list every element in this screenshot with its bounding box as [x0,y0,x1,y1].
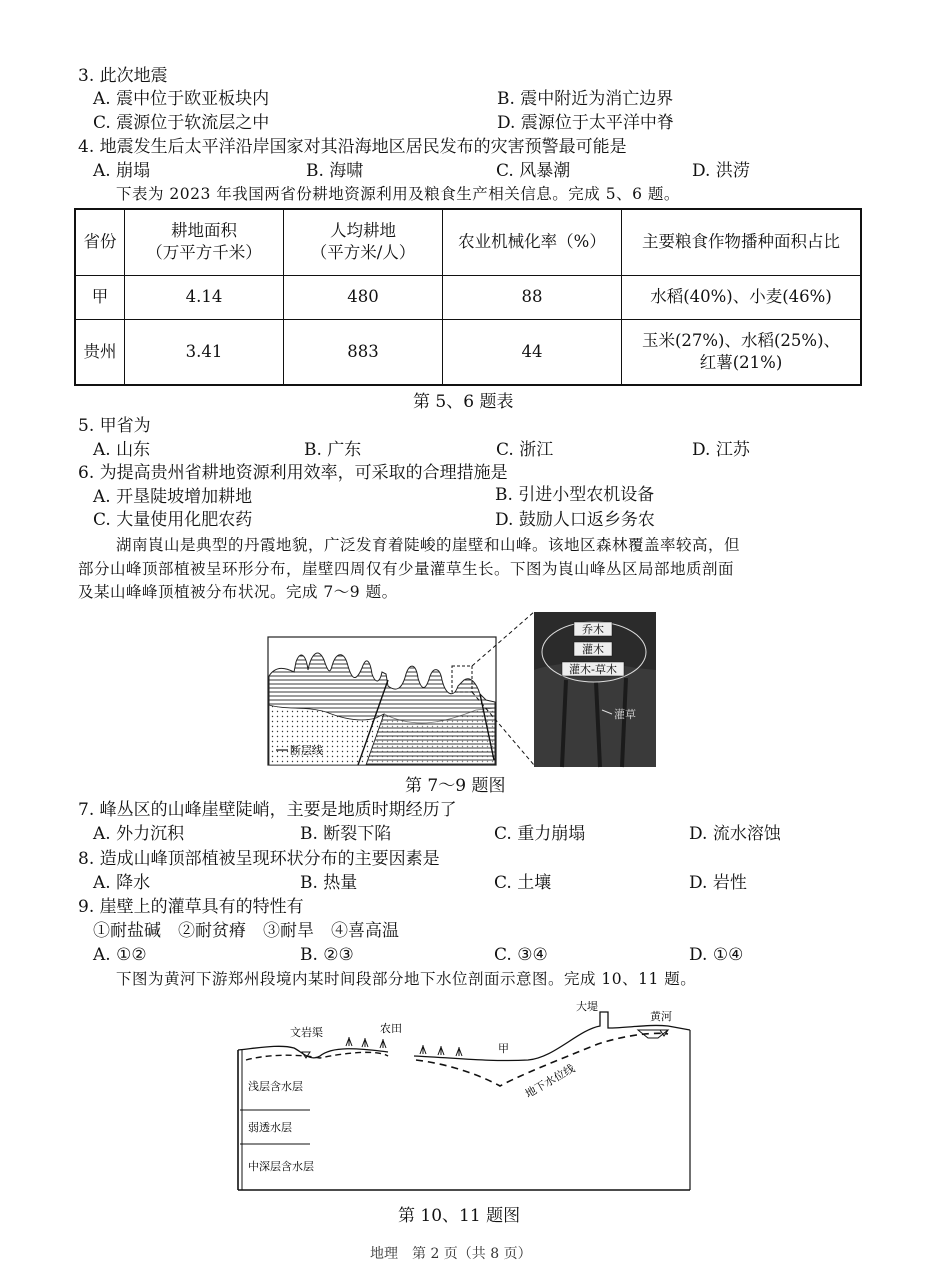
q3-option-c: C. 震源位于软流层之中 [93,113,270,133]
intro-7-9-line2: 部分山峰顶部植被呈环形分布，崖壁四周仅有少量灌草生长。下图为崀山峰丛区局部地质剖面 [78,560,735,578]
table-row [75,319,861,385]
cell-crops: 水稻(40%)、小麦(46%) [622,275,862,319]
cell-area: 3.41 [125,319,284,385]
river-channel [638,1030,668,1038]
q3-option-a: A. 震中位于欧亚板块内 [93,89,270,109]
header-per-capita: 人均耕地 （平方米/人） [284,209,443,275]
page-footer: 地理 第 2 页（共 8 页） [370,1246,532,1262]
q8-option-b: B. 热量 [300,873,358,893]
header-crops: 主要粮食作物播种面积占比 [622,209,862,275]
intro-5-6: 下表为 2023 年我国两省份耕地资源利用及粮食生产相关信息。完成 5、6 题。 [116,185,680,203]
q9-statements: ①耐盐碱 ②耐贫瘠 ③耐旱 ④喜高温 [93,921,399,941]
header-area: 耕地面积 （万平方千米） [125,209,284,275]
layer-shallow-aquifer: 浅层含水层 [248,1080,303,1093]
label-water-table: 地下水位线 [523,1061,578,1101]
q9-stem: 9. 崖壁上的灌草具有的特性有 [78,897,304,917]
q7-option-a: A. 外力沉积 [93,824,185,844]
header-province: 省份 [75,209,125,275]
q9-option-c: C. ③④ [494,945,548,965]
q6-option-c: C. 大量使用化肥农药 [93,510,253,530]
layer-deep-aquifer: 中深层含水层 [248,1160,314,1173]
layer-aquitard: 弱透水层 [248,1121,292,1134]
q5-option-a: A. 山东 [93,440,151,460]
q7-option-b: B. 断裂下陷 [300,824,392,844]
figure-7-9-caption: 第 7～9 题图 [405,776,506,796]
veg-label-tree: 乔木 [582,623,604,636]
table-row [75,275,861,319]
cell-province: 甲 [75,275,125,319]
cell-area: 4.14 [125,275,284,319]
q6-option-b: B. 引进小型农机设备 [495,485,655,505]
q5-stem: 5. 甲省为 [78,416,151,436]
q9-option-b: B. ②③ [300,945,354,965]
q5-option-b: B. 广东 [304,440,362,460]
q8-option-d: D. 岩性 [689,873,747,893]
q5-option-c: C. 浙江 [496,440,554,460]
q7-option-d: D. 流水溶蚀 [689,824,781,844]
header-mechanization: 农业机械化率（%） [443,209,622,275]
ground-surface-right [414,1012,690,1061]
q4-stem: 4. 地震发生后太平洋沿岸国家对其沿海地区居民发布的灾害预警最可能是 [78,137,627,157]
q4-option-a: A. 崩塌 [93,161,151,181]
q3-option-b: B. 震中附近为消亡边界 [497,89,674,109]
q3-stem: 3. 此次地震 [78,66,168,86]
cell-mechanization: 88 [443,275,622,319]
label-river: 黄河 [650,1010,672,1023]
q6-option-d: D. 鼓励人口返乡务农 [495,510,655,530]
cell-per-capita: 883 [284,319,443,385]
veg-label-grass: 灌草 [614,708,636,721]
q4-option-b: B. 海啸 [306,161,364,181]
q8-stem: 8. 造成山峰顶部植被呈现环状分布的主要因素是 [78,849,440,869]
q7-stem: 7. 峰丛区的山峰崖壁陡峭，主要是地质时期经历了 [78,800,457,820]
veg-label-shrub-grass: 灌木-草木 [569,663,617,676]
cell-mechanization: 44 [443,319,622,385]
q9-option-d: D. ①④ [689,945,744,965]
q4-option-d: D. 洪涝 [692,161,750,181]
cell-crops: 玉米(27%)、水稻(25%)、 红薯(21%) [622,319,862,385]
label-canal: 文岩渠 [290,1026,323,1039]
intro-10-11: 下图为黄河下游郑州段境内某时间段部分地下水位剖面示意图。完成 10、11 题。 [116,970,697,988]
fault-legend-label: 断层线 [290,744,323,757]
geologic-profile-figure [266,610,666,770]
cell-per-capita: 480 [284,275,443,319]
q8-option-c: C. 土壤 [494,873,552,893]
q3-option-d: D. 震源位于太平洋中脊 [497,113,674,133]
crop-data-table [74,208,862,386]
intro-7-9-line3: 及某山峰峰顶植被分布状况。完成 7～9 题。 [78,583,398,601]
groundwater-profile-figure [228,990,698,1196]
q8-option-a: A. 降水 [93,873,151,893]
q5-option-d: D. 江苏 [692,440,750,460]
q6-option-a: A. 开垦陡坡增加耕地 [93,487,253,507]
q6-stem: 6. 为提高贵州省耕地资源利用效率，可采取的合理措施是 [78,463,508,483]
veg-label-shrub: 灌木 [582,643,604,656]
intro-7-9-line1: 湖南崀山是典型的丹霞地貌，广泛发育着陡峻的崖壁和山峰。该地区森林覆盖率较高，但 [116,536,741,554]
cell-province: 贵州 [75,319,125,385]
q4-option-c: C. 风暴潮 [496,161,571,181]
farmland-crops [346,1037,462,1056]
label-jia: 甲 [498,1042,509,1055]
q7-option-c: C. 重力崩塌 [494,824,586,844]
label-farmland: 农田 [380,1022,402,1035]
table-caption: 第 5、6 题表 [413,392,514,412]
q9-option-a: A. ①② [93,945,147,965]
figure-10-11-caption: 第 10、11 题图 [398,1206,521,1226]
label-levee: 大堤 [576,1000,598,1013]
